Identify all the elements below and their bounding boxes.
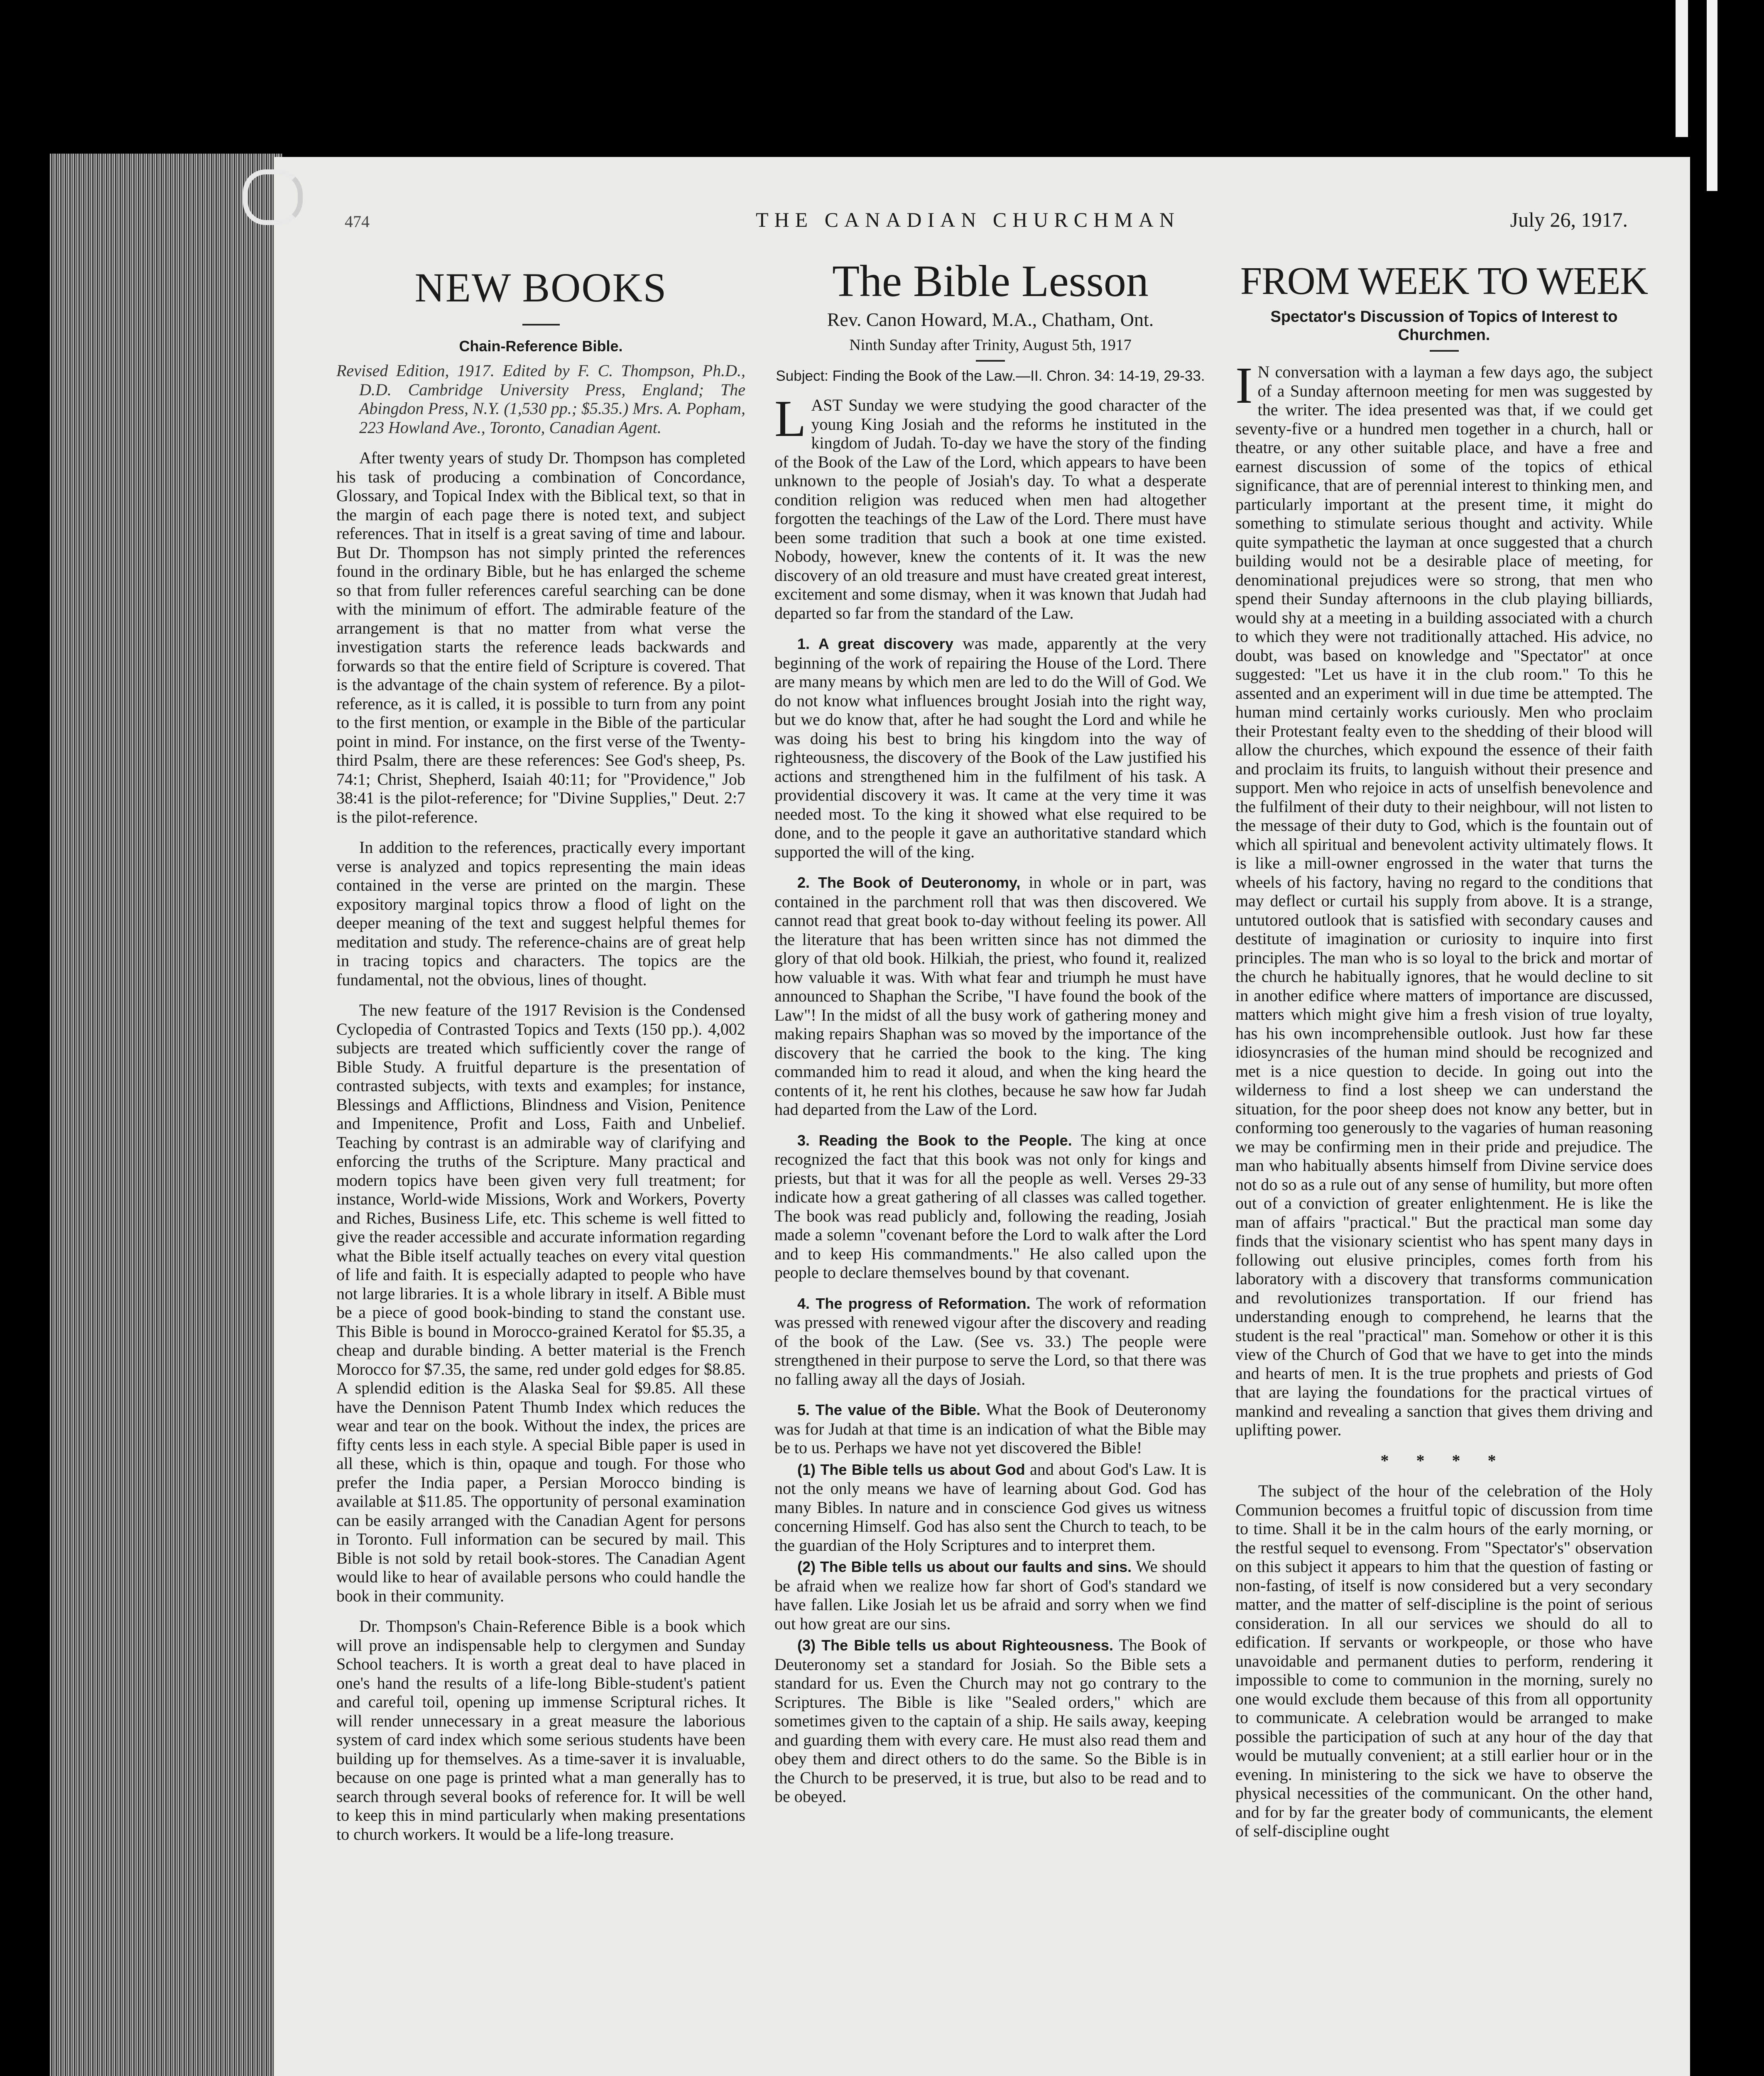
drop-cap: I [1235,357,1253,414]
bible-lesson-column [774,257,1206,1818]
point-lead: (2) The Bible tells us about our faults and sins. [797,1558,1132,1575]
lesson-subpoint [774,1460,1206,1555]
review-paragraph: In addition to the references, practically every important verse is analyzed and topics representing the main ideas contained in the verse are printed on the margin. These expository marginal topics throw a flood of light on the deeper meaning of the text and suggest helpful themes for meditation and study. The reference-chains are of great help in tracing topics and characters. The topics are the fundamental, not the obvious, lines of thought. [336,838,745,989]
point-lead: (3) The Bible tells us about Righteousness. [797,1637,1114,1654]
review-paragraph: After twenty years of study Dr. Thompson has completed his task of producing a combination of Concordance, Glossary, and Topical Index with the Biblical text, so that in the margin of each page there is noted text, and subject references. That in itself is a great saving of time and labour. But Dr. Thompson has not simply printed the references found in the ordinary Bible, but he has enlarged the scheme so that from fuller references careful searching can be done with the minimum of effort. The admirable feature of the arrangement is that no matter from what verse the investigation starts the reference leads backwards and forwards so that the entire field of Scripture is covered. That is the advantage of the chain system of reference. By a pilot-reference, as it is called, it is possible to turn from any point to the first mention, or example in the Bible of the particular point in mind. For instance, on the first verse of the Twenty-third Psalm, there are these references: See God's sheep, Ps. 74:1; Christ, Shepherd, Isaiah 40:11; for "Providence," Job 38:41 is the pilot-reference; for "Divine Supplies," Deut. 2:7 is the pilot-reference. [336,448,745,826]
review-subhead: Chain-Reference Bible. [459,338,623,355]
lesson-point [774,1131,1206,1282]
point-lead: 4. The progress of Reformation. [797,1295,1031,1312]
spectator-paragraph [1235,357,1653,1439]
week-to-week-title: FROM WEEK TO WEEK [1240,260,1648,303]
point-text: and about God's Law. It is not the only means we have of learning about God. God has many Bibles. In nature and in conscience God gives us witness concerning Himself. God has also sent the Church to teach, to be the guardian of the Holy Scriptures and to interpret them. [774,1459,1206,1555]
page-stack-edge [50,154,282,2076]
spectator-subhead: Spectator's Discussion of Topics of Interest to Churchmen. [1270,308,1618,344]
lesson-point [774,873,1206,1119]
lesson-subpoint [774,1557,1206,1633]
drop-cap: L [774,390,806,448]
lesson-byline: Rev. Canon Howard, M.A., Chatham, Ont. [827,309,1154,330]
page-header [345,208,1628,237]
page-number: 474 [345,212,370,231]
point-text: was made, apparently at the very beginning of the work of repairing the House of the Lord. There are many means by which men are led to do the Will of God. We do not know what influences brought Josiah into the right way, but we do know that, after he had sought the Lord and while he was doing his best to bring his kingdom into the way of righteousness, the discovery of the Book of the Law justified his actions and strengthened him in the fulfilment of his task. A providential discovery it was. It came at the very time it was needed most. To the king it showed what else required to be done, and to the people it gave an authoritative standard which supported the will of the king. [774,634,1206,861]
issue-date: July 26, 1917. [1510,208,1628,231]
point-text: The king at once recognized the fact that this book was not only for kings and priests, but that it was for all the people as well. Verses 29-33 indicate how a great gathering of all classes was called together. The book was read publicly and, following the reading, Josiah made a solemn "covenant before the Lord to walk after the Lord and to keep His commandments." He also called upon the people to declare themselves bound by that covenant. [774,1130,1206,1282]
lesson-point [774,1294,1206,1389]
point-text: The work of reformation was pressed with renewed vigour after the discovery and reading of the book of the Law. (See vs. 33.) The people were strengthened in their purpose to serve the Lord, so that there was no falling away all the days of Josiah. [774,1293,1206,1388]
lesson-point [774,1400,1206,1457]
bible-lesson-title: The Bible Lesson [832,257,1149,306]
title-rule [522,324,560,326]
title-rule [1430,350,1459,352]
scan-edge-bar [1707,0,1717,191]
title-rule [976,360,1005,362]
point-lead: 2. The Book of Deuteronomy, [797,874,1021,891]
spectator-paragraph-text: N conversation with a layman a few days ago, the subject of a Sunday afternoon meeting for men was suggested by the writer. The idea presented was that, if we could get seventy-five or a hundred men together in a church, hall or theatre, or any other suitable place, and have a free and earnest discussion of some of the topics of ethical significance, that are of perennial interest to thinking men, and particularly important at the present time, it might do something to stimulate serious thought and activity. While quite sympathetic the layman at once suggested that a church building would not be a desirable place of meeting, for denominational prejudices were so strong, that men who spend their Sunday afternoons in the club playing billiards, would shy at a meeting in a building associated with a church to which they were not traditionally attached. His advice, no doubt, was based on knowledge and "Spectator" at once suggested: "Let us have it in the club room." To this he assented and an experiment will in due time be attempted. The human mind certainly works curiously. Men who proclaim their Protestant fealty even to the shedding of their blood will allow the churches, which expound the essence of their faith and proclaim its fruits, to languish without their presence and support. Men who rejoice in acts of unselfish benevolence and the fulfilment of their duty to their neighbour, will not listen to the message of their duty to God, which is the fountain out of which all spiritual and benevolent activity ultimately flows. It is like a mill-owner engrossed in the water that turns the wheels of his factory, having no regard to the conditions that may deflect or curtail his supply from above. It is a strange, untutored outlook that is satisfied with secondary causes and destitute of imagination or curiosity to inquire into first principles. The man who is so loyal to the brick and mortar of the church he habitually ignores, that he would decline to sit in another edifice where matters of importance are discussed, matters which might give him a fresh vision of true loyalty, has his own incomprehensible outlook. Just how far these idiosyncrasies of the human mind should be recognized and met is a nice question to decide. In going out into the wilderness to find a lost sheep we can understand the situation, for the poor sheep does not know any better, but in conforming too generously to the vagaries of human reasoning we may be confirming men in their pride and prejudice. The man who habitually absents himself from Divine service does not do so as a rule out of any sense of humility, but more often out of a conviction of greater enlightenment. He is like the man of affairs "practical." But the practical man some day finds that the visionary scientist who has spent many days in following out elusive principles, comes forth from his laboratory with a discovery that transforms communication and revolutionizes transportation. If our friend has understanding enough to comprehend, he learns that the student is the real "practical" man. Somehow or other it is this view of the Church of God that we have to get into the minds and hearts of men. It is the true prophets and priests of God that are laying the foundations for the practical virtues of mankind and revealing a sanction that gives them driving and uplifting power. [1235,362,1653,1439]
point-lead: (1) The Bible tells us about God [797,1461,1025,1478]
point-lead: 5. The value of the Bible. [797,1401,981,1418]
point-text: The Book of Deuteronomy set a standard for Josiah. So the Bible sets a standard for us. Even the Church may not go contrary to the Scriptures. The Bible is like "Sealed orders," which are sometimes given to the captain of a ship. He sails away, keeping and guarding them with every care. He must also read them and obey them and direct others to do the same. So the Bible is in the Church to be preserved, it is true, but also to be read and to be obeyed. [774,1635,1207,1806]
point-lead: 1. A great discovery [797,635,953,652]
bibliographic-note: Revised Edition, 1917. Edited by F. C. Thompson, Ph.D., D.D. Cambridge University Press, England; The Abingdon Press, N.Y. (1,530 pp.; $5.35.) Mrs. A. Popham, 223 Howland Ave., Toronto, Canadian Agent. [336,361,745,437]
lesson-date: Ninth Sunday after Trinity, August 5th, 1917 [849,336,1132,354]
review-paragraph: The new feature of the 1917 Revision is the Condensed Cyclopedia of Contrasted Topics and Texts (150 pp.). 4,002 subjects are treated which sufficiently cover the range of Bible Study. A fruitful departure is the presentation of contrasted subjects, with texts and examples; for instance, Blessings and Afflictions, Blindness and Vision, Penitence and Impenitence, Profit and Loss, Faith and Unbelief. Teaching by contrast is an admirable way of clarifying and enforcing the truths of the Scripture. Many practical and modern topics have been given very full treatment; for instance, World-wide Missions, Work and Workers, Poverty and Riches, Business Life, etc. This scheme is well fitted to give the reader accessible and accurate information regarding what the Bible itself actually teaches on every vital question of life and faith. It is especially adapted to people who have not large libraries. It is a whole library in itself. A Bible must be a piece of good book-binding to stand the constant use. This Bible is bound in Morocco-grained Keratol for $5.35, a cheap and durable binding. A better material is the French Morocco for $7.35, the same, red under gold edges for $8.85. A splendid edition is the Alaska Seal for $9.85. All these have the Dennison Patent Thumb Index which reduces the wear and tear on the book. Without the index, the prices are fifty cents less in each style. A special Bible paper is used in all these, which is thin, opaque and tough. For those who prefer the India paper, a Persian Morocco binding is available at $11.85. The opportunity of personal examination can be easily arranged with the Canadian Agent for persons in Toronto. Full information can be secured by mail. This Bible is not sold by retail book-stores. The Canadian Agent would like to hear of available persons who could handle the book in their community. [336,1001,745,1605]
lesson-subject: Subject: Finding the Book of the Law.—II. Chron. 34: 14-19, 29-33. [776,368,1205,384]
spectator-paragraph: The subject of the hour of the celebration of the Holy Communion becomes a fruitful topic of discussion from time to time. Shall it be in the calm hours of the early morning, or the restful sequel to evensong. From "Spectator's" observation on this subject it appears to him that the question of fasting or non-fasting, of itself is now considered but a very secondary matter, and the matter of self-discipline is the point of serious consideration. In all our services we should do all to edification. If servants or workpeople, or those who have unavoidable and permanent duties to perform, rendering it impossible to come to communion in the morning, surely no one would exclude them because of this from all opportunity to communicate. A celebration would be arranged to make possible the participation of such at any hour of the day that would be mutually convenient; at a still earlier hour or in the evening. In ministering to the sick we have to observe the physical necessities of the communicant. On the other hand, and for by far the greater body of communicants, the element of self-discipline ought [1235,1481,1653,1840]
masthead: THE CANADIAN CHURCHMAN [756,208,1180,231]
point-text: in whole or in part, was contained in the parchment roll that was then discovered. We cannot read that great book to-day without feeling its power. All the literature that has been written since has not dimmed the glory of that old book. Hilkiah, the priest, who found it, realized how valuable it was. With what fear and triumph he must have announced to Shaphan the Scribe, "I have found the book of the Law"! In the midst of all the busy work of gathering money and making repairs Shaphan was so moved by the importance of the discovery that he carried the book to the king. The king commanded him to read it aloud, and when the king heard the contents of it, he rent his clothes, because he saw how far Judah had departed from the Law of the Lord. [774,873,1206,1119]
point-text: We should be afraid when we realize how far short of God's standard we have fallen. Like Josiah let us be afraid and sorry when we find out how great are our sins. [774,1557,1207,1633]
scan-edge-bar [1676,0,1688,137]
review-paragraph: Dr. Thompson's Chain-Reference Bible is a book which will prove an indispensable help to clergymen and Sunday School teachers. It is worth a great deal to have placed in one's hand the results of a life-long Bible-student's patient and careful toil, opening up immense Scriptural riches. It will render unnecessary in a great measure the laborious system of card index which some serious students have been building up for themselves. As a time-saver it is invaluable, because on one page is printed what a man generally has to search through several books of reference for. It will be well to keep this in mind particularly when making presentations to church workers. It would be a life-long treasure. [336,1617,745,1843]
week-to-week-column [1235,257,1653,1852]
section-separator: * * * * [1380,1451,1508,1470]
lesson-point [774,634,1206,861]
new-books-column [336,257,745,1855]
new-books-title: NEW BOOKS [414,264,667,311]
lesson-intro-text: AST Sunday we were studying the good character of the young King Josiah and the reforms he instituted in the kingdom of Judah. To-day we have the story of the finding of the Book of the Law of the Lord, which appears to have been unknown to the people of Josiah's day. To what a desperate condition religion was reduced when men had altogether forgotten the teachings of the Law of the Lord. There must have been some tradition that such a book at one time existed. Nobody, however, knew the contents of it. It was the new discovery of an old treasure and must have created great interest, excitement and some dismay, when it was known that Judah had departed so far from the standard of the Law. [774,396,1206,622]
point-lead: 3. Reading the Book to the People. [797,1131,1072,1149]
paper-clip-icon [243,169,303,225]
point-text: What the Book of Deuteronomy was for Judah at that time is an indication of what the Bible may be to us. Perhaps we have not yet discovered the Bible! [774,1400,1206,1457]
lesson-subpoint [774,1635,1206,1806]
lesson-intro [774,390,1206,622]
